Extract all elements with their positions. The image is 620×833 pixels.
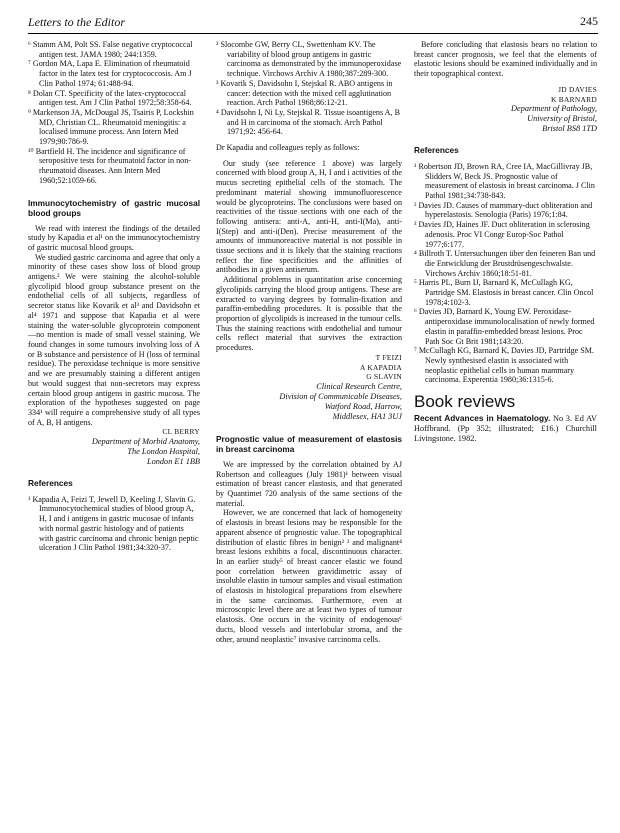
reference-item: ⁴ Billroth T. Untersuchungen über den feineren Ban und die Entwicklung der Brustdrüsengeschwalste. Virchows Archiv 1860;18:51-81. — [414, 249, 596, 278]
reference-item: ² Davies JD. Causes of mammary-duct obliteration and hyperelastosis. Senologia (Paris) 1976;1:84. — [414, 200, 593, 220]
author-signature: K BARNARD — [550, 94, 597, 104]
body-paragraph: We studied gastric carcinoma and agree that only a minority of these cases show loss of blood group antigens.² We were staining the alcohol-soluble glycolipid blood group substance present on the endothelial cells of all subjects, regardless of secretor status like Kovarik et al³ and Davidsohn et al⁴ 1971 and suppose that Kapadia et al were staining the water-soluble glycoprotein component—no mention is made of small vessel staining. We found changes in some tumours involving loss of A or B substance and persistence of H (loss of terminal residue). The peroxidase technique is more sensitive and we are presumably staining a different antigen but would suggest that non-secretors may express certain blood group antigens in gastric mucosa. The exploration of the hypotheses suggested on page 334¹ will require a comprehensive study of all types of A, B, H antigens. — [28, 252, 200, 427]
references-heading: References — [414, 145, 459, 156]
reference-item: ² Slocombe GW, Berry CL, Swettenham KV. The variability of blood group antigens in gastric carcinoma as demonstrated by the immunoperoxidase technique. Virchows Archiv A 1980;387:289-300. — [216, 40, 402, 79]
reference-item: ¹ Robertson JD, Brown RA, Cree IA, MacGillivray JB, Slidders W, Beck JS. Prognostic value of measurement of elastosis in breast carcinoma. J Clin Pathol 1981;34:738-843. — [414, 161, 595, 201]
book-review-entry — [414, 413, 597, 445]
column-1 — [28, 40, 200, 553]
author-signature: T FEIZI — [375, 352, 402, 362]
reference-item: ⁶ Stamm AM, Polt SS. False negative cryptococcal antigen test. JAMA 1980; 244:1359. — [28, 40, 193, 59]
author-affiliation: Division of Communicable Diseases, — [279, 391, 402, 401]
references-heading: References — [28, 478, 73, 489]
author-affiliation: Department of Pathology, — [511, 104, 597, 114]
author-affiliation: Middlesex, HA1 3UJ — [332, 411, 402, 421]
reference-item: ⁶ Davies JD, Barnard K, Young EW. Peroxidase-antiperoxidase immunolocalisation of newly formed elastin in paraffin-embedded breast lesions. Proc Path Soc Gt Brit 1981;143:20. — [414, 307, 595, 346]
reference-item: ⁹ Markenson JA, McDougal JS, Tsairis P, Lockshin MD, Christian CL. Rheumatoid meningitis: a localised immune process. Ann Intern Med 1979;90:786-9. — [28, 107, 194, 147]
column-2 — [216, 40, 402, 644]
book-reviews-heading: Book reviews — [414, 392, 516, 412]
book-details: No 3. Ed AV Hoffbrand. (Pp 352; illustrated; £16.) Churchill Livingstone. 1982. — [414, 413, 597, 444]
author-signature: CL BERRY — [162, 427, 200, 437]
body-paragraph: We are impressed by the correlation obtained by AJ Robertson and colleagues (July 1981)¹ between visual estimation of breast cancer elastosis, and that generated by Quantimet 720 analysis of the same sections of the material. — [216, 459, 402, 508]
reference-item: ⁷ Gordon MA, Lapa E. Elimination of rheumatoid factor in the latex test for cryptococcosis. Am J Clin Pathol 1974; 61:488-94. — [28, 59, 192, 88]
author-affiliation: Department of Morbid Anatomy, — [91, 437, 200, 447]
reference-item: ¹ Kapadia A, Feizi T, Jewell D, Keeling J, Slavin G. Immunocytochemical studies of blood group A, H, I and i antigens in gastric mucosae of infants with normal gastric histology and of patients with gastric carcinoma and chronic benign peptic ulceration J Clin Pathol 1981;34:320-37. — [28, 494, 199, 553]
body-paragraph: Our study (see reference 1 above) was largely concerned with blood group A, H, I and i activities of the mucus secreting epithelial cells of the stomach. The predominant material showing immunofluorescence would be glycoproteins. The conclusions were based on reactivities of the tissue sections with one each of the following antisera: anti-A, anti-H, anti-I(Ma), anti-I(Step) and anti-i(Den). Precise measurement of the amounts of immunoreactive material is not possible in tissue sections and it is likely that the staining reactions reflect the fine specificities and the affinities of antibodies in a given antiserum. — [216, 158, 402, 275]
author-affiliation: London E1 1BB — [146, 457, 200, 467]
author-affiliation: University of Bristol, — [527, 114, 597, 124]
book-title: Recent Advances in Haematology. — [414, 412, 551, 423]
reference-item: ³ Kovarik S, Davidsohn I, Stejskal R. ABO antigens in cancer: detection with the mixed cell agglutination reaction. Arch Pathol 1968;86:12-21. — [216, 78, 393, 108]
reference-item: ⁸ Dolan CT. Specificity of the latex-cryptococcal antigen test. Am J Clin Pathol 1972;58:358-64. — [28, 88, 192, 108]
body-paragraph: Before concluding that elastosis bears no relation to breast cancer prognosis, we feel that the elements of elastotic lesions should be examined individually and in their topographical context. — [414, 40, 597, 79]
author-affiliation: Watford Road, Harrow, — [324, 401, 402, 411]
running-header-section: Letters to the Editor — [28, 15, 125, 29]
reference-item: ³ Davies JD, Haines JF. Duct obliteration in sclerosing adenosis. Proc VI Congr Europ-Soc Pathol 1977;6:177. — [414, 220, 590, 249]
reference-item: ⁷ McCullagh KG, Barnard K, Davies JD, Partridge SM. Newly synthesised elastin is associated with neoplastic epithelial cells in human mammary carcinoma. Experentia 1980;36:1315-6. — [414, 346, 594, 385]
author-signature: JD DAVIES — [558, 84, 597, 94]
author-signature: G SLAVIN — [366, 372, 402, 382]
author-affiliation: Clinical Research Centre, — [316, 381, 402, 391]
body-paragraph: Additional problems in quantitation arise concerning glycolipids carrying the blood group antigens. These are extracted to varying degrees by formalin-fixation and paraffin-embedding procedures. It is possible that the proportion of glycolipids is increased in the tumour cells. Thus the staining reactions with endothelial and tumour cells reflect material that survives the extraction procedures. — [216, 275, 402, 353]
body-paragraph: However, we are concerned that lack of homogeneity of elastosis in breast lesions may be responsible for the apparent absence of prognostic value. The topographical distribution of elastic fibres in benign² ³ and malignant⁴ breast lesions exhibits a focal, discontinuous character. In an earlier study⁵ of breast cancer elastic we found poor correlation between gravidimetric assay of insoluble elastin in tumour samples and visual estimation of elastosis in histological preparations from elsewhere in the same carcinomas. Furthermore, even at microscopic level there are at least two types of tumour elastosis. One occurs in the vicinity of endogenous⁶ ducts, blood vessels and interlobular stroma, and the other, around neoplastic⁷ invasive carcinoma cells. — [216, 508, 402, 644]
reference-item: ⁵ Harris PL, Burn IJ, Barnard K, McCullagh KG, Partridge SM. Elastosis in breast cancer. Clin Oncol 1978;4:102-3. — [414, 278, 594, 307]
reference-item: ⁴ Davidsohn I, Ni Ly, Stejskal R. Tissue isoantigens A, B and H in carcinoma of the stomach. Arch Pathol 1971;92: 456-64. — [216, 107, 400, 137]
author-affiliation: The London Hospital, — [127, 447, 200, 457]
reply-intro: Dr Kapadia and colleagues reply as follows: — [216, 143, 360, 153]
letter-title: Prognostic value of measurement of elastosis in breast carcinoma — [216, 433, 402, 454]
letter-title: Immunocytochemistry of gastric mucosal blood groups — [28, 197, 200, 218]
page-number: 245 — [580, 14, 598, 28]
body-paragraph: We read with interest the findings of the detailed study by Kapadia et al¹ on the immunocytochemistry of gastric mucosal blood groups. — [28, 223, 200, 252]
author-signature: A KAPADIA — [359, 362, 402, 372]
reference-item: ¹⁰ Bartfield H. The incidence and significance of seropositive tests for rheumatoid factor in non-rheumatoid diseases. Ann Intern Med 1960;52:1059-66. — [28, 146, 191, 185]
header-rule — [28, 33, 598, 34]
author-affiliation: Bristol BS8 1TD — [542, 124, 597, 134]
column-3 — [414, 40, 597, 444]
